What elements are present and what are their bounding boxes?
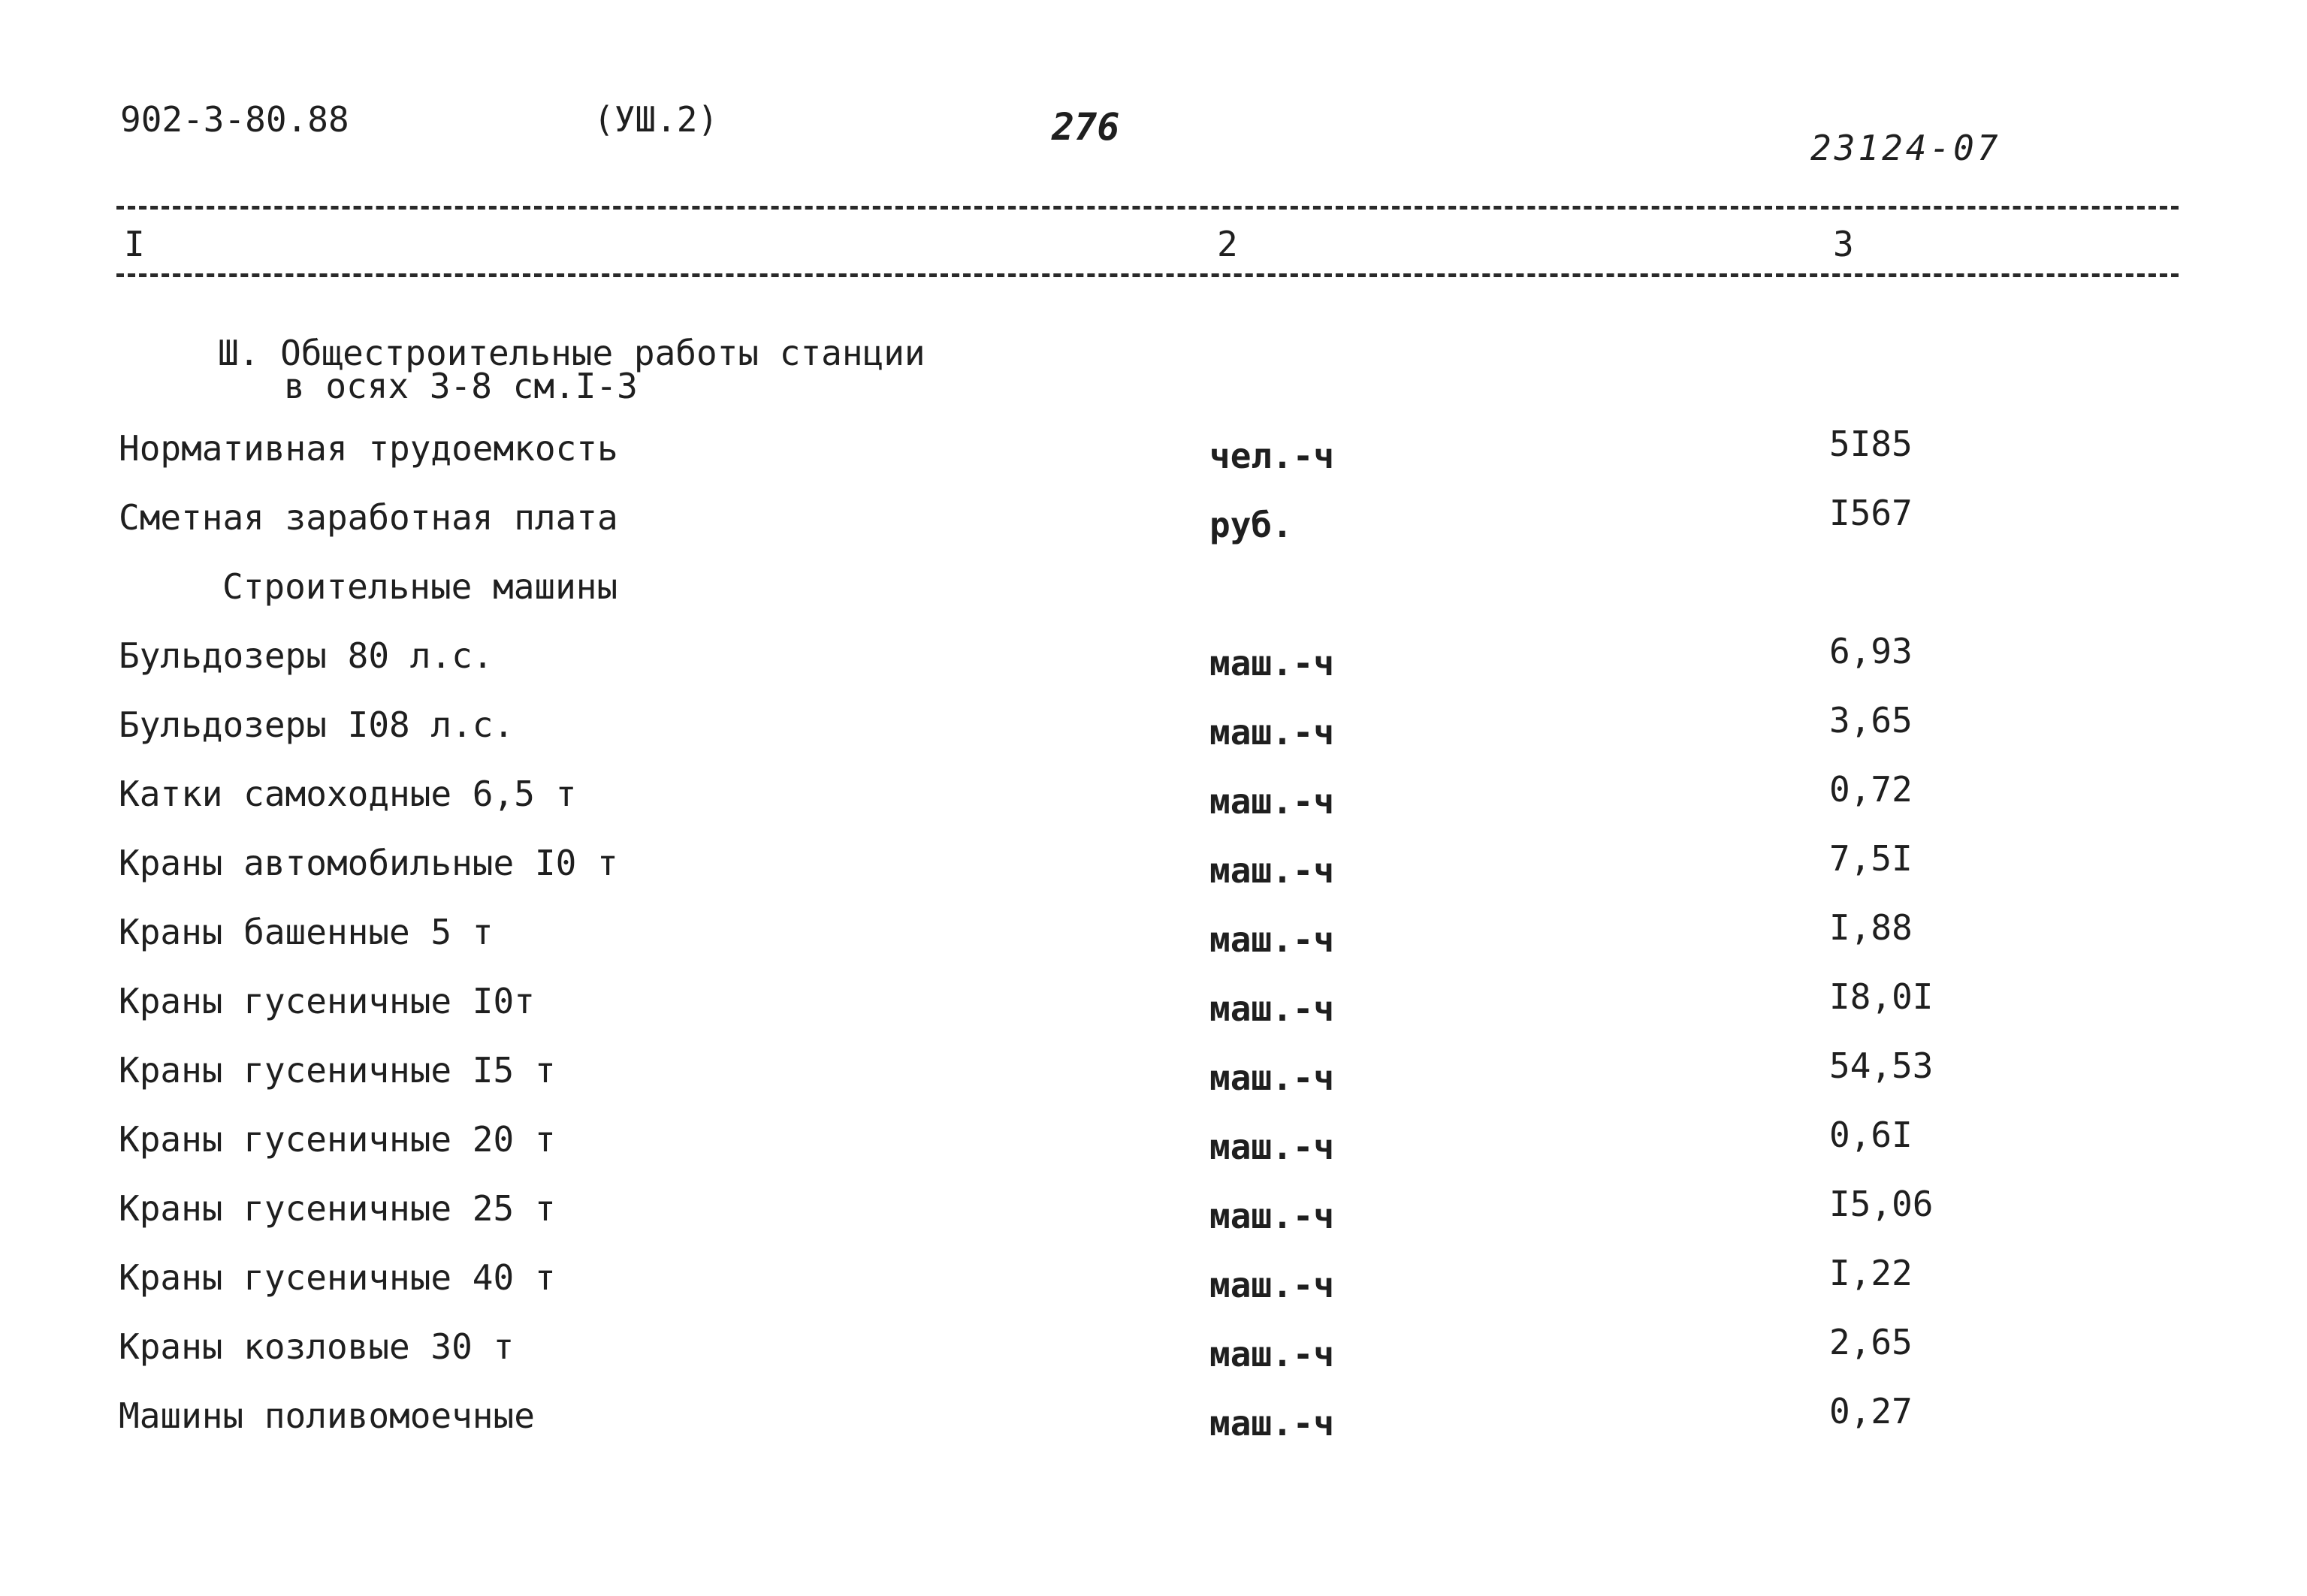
table-row (0, 631, 2307, 704)
page-number: 276 (1052, 105, 1120, 149)
row-unit: маш.-ч (1209, 850, 1335, 891)
table-row (0, 1322, 2307, 1395)
doc-code: 902-3-80.88 (120, 99, 349, 140)
row-name: Бульдозеры 80 л.с. (119, 635, 494, 676)
row-unit: маш.-ч (1209, 1196, 1335, 1236)
row-name: Машины поливомоечные (119, 1395, 535, 1436)
row-unit: чел.-ч (1209, 436, 1335, 476)
table-row (0, 1391, 2307, 1465)
row-unit: маш.-ч (1209, 988, 1335, 1029)
table-row (0, 1115, 2307, 1188)
row-name: Краны гусеничные 40 т (119, 1257, 556, 1298)
row-unit: маш.-ч (1209, 1403, 1335, 1444)
row-name: Бульдозеры I08 л.с. (119, 704, 515, 745)
row-name: Нормативная трудоемкость (119, 428, 618, 469)
row-value: 7,5I (1829, 838, 1913, 879)
table-body (0, 424, 2307, 1465)
table-row (0, 976, 2307, 1050)
row-unit: маш.-ч (1209, 712, 1335, 753)
row-value: I,88 (1829, 907, 1913, 948)
table-rule-bottom (116, 273, 2179, 277)
row-unit: маш.-ч (1209, 1265, 1335, 1305)
section-title-line1: Ш. Общестроительные работы станции (218, 333, 926, 373)
row-unit: маш.-ч (1209, 1127, 1335, 1167)
table-rule-top (116, 206, 2179, 210)
section-ref: (УШ.2) (593, 99, 719, 140)
row-unit: маш.-ч (1209, 1334, 1335, 1374)
archive-number: 23124-07 (1810, 128, 2001, 168)
row-value: I567 (1829, 493, 1913, 533)
table-row (0, 1184, 2307, 1257)
table-row (0, 1045, 2307, 1119)
row-value: I,22 (1829, 1253, 1913, 1293)
row-value: 3,65 (1829, 700, 1913, 741)
row-name: Краны гусеничные 20 т (119, 1119, 556, 1160)
row-name: Сметная заработная плата (119, 497, 618, 538)
row-value: 0,27 (1829, 1391, 1913, 1432)
row-unit: маш.-ч (1209, 919, 1335, 960)
row-unit: маш.-ч (1209, 781, 1335, 822)
row-unit: маш.-ч (1209, 1057, 1335, 1098)
table-row (0, 907, 2307, 981)
table-subheading (0, 566, 2307, 635)
section-title-line2: в осях 3-8 см.I-3 (284, 366, 638, 406)
row-value: 0,6I (1829, 1115, 1913, 1155)
column-header-1: I (124, 224, 145, 264)
row-name: Катки самоходные 6,5 т (119, 774, 577, 814)
row-value: 2,65 (1829, 1322, 1913, 1362)
row-value: 0,72 (1829, 769, 1913, 810)
table-row (0, 424, 2307, 497)
row-name: Краны гусеничные I0т (119, 981, 535, 1021)
row-value: I8,0I (1829, 976, 1934, 1017)
row-name: Краны гусеничные I5 т (119, 1050, 556, 1091)
row-name: Краны автомобильные I0 т (119, 843, 618, 883)
row-value: 6,93 (1829, 631, 1913, 671)
column-header-3: 3 (1833, 224, 1854, 264)
row-name: Краны козловые 30 т (119, 1326, 515, 1367)
row-unit: маш.-ч (1209, 643, 1335, 683)
table-row (0, 838, 2307, 912)
row-value: I5,06 (1829, 1184, 1934, 1224)
row-value: 54,53 (1829, 1045, 1934, 1086)
row-unit: руб. (1209, 505, 1293, 545)
table-row (0, 1253, 2307, 1326)
section-title (218, 333, 926, 406)
row-value: 5I85 (1829, 424, 1913, 464)
column-header-2: 2 (1217, 224, 1238, 264)
table-row (0, 493, 2307, 566)
row-name: Строительные машины (222, 566, 618, 607)
row-name: Краны башенные 5 т (119, 912, 494, 952)
table-row (0, 769, 2307, 843)
table-row (0, 700, 2307, 774)
row-name: Краны гусеничные 25 т (119, 1188, 556, 1229)
